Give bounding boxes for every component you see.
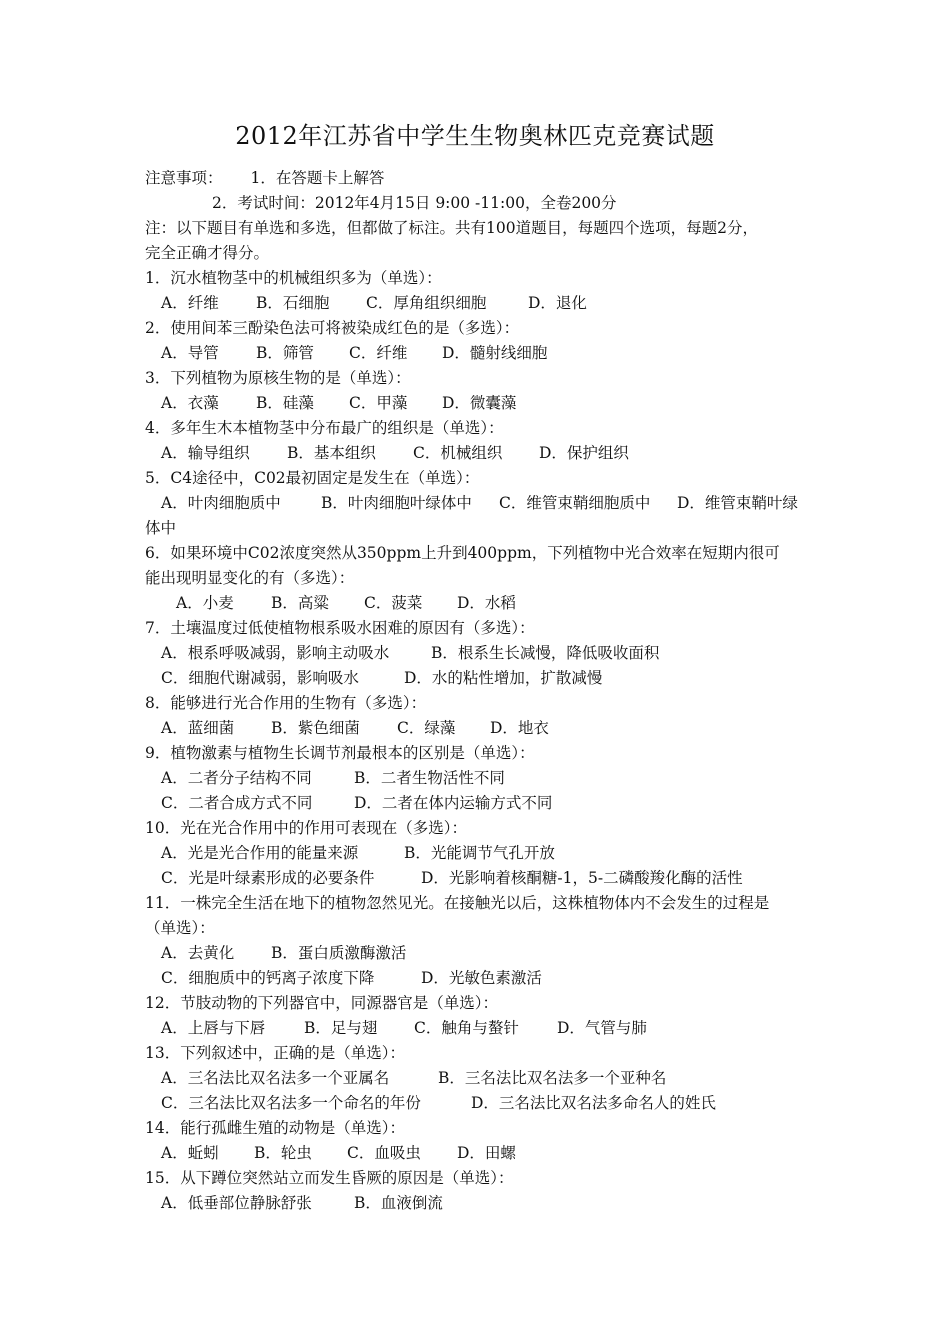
page-title: 2012年江苏省中学生生物奥林匹克竞赛试题 [235,122,715,150]
q6-option-a: A．小麦 [176,594,234,612]
q14-option-a: A．蚯蚓 [161,1144,219,1162]
q11-options-ab [161,941,831,965]
q1-option-d: D．退化 [528,294,587,312]
question-4: 4．多年生木本植物茎中分布最广的组织是（单选）： [145,419,504,437]
q15-option-b: B．血液倒流 [354,1194,443,1212]
notice-label: 注意事项： [145,169,223,187]
q8-options [161,716,831,740]
question-6-line-1: 6．如果环境中C02浓度突然从350ppm上升到400ppm，下列植物中光合效率在短期内很可 [145,544,780,562]
question-2: 2．使用间苯三酚染色法可将被染成红色的是（多选）： [145,319,520,337]
q8-option-a: A．蓝细菌 [161,719,235,737]
question-6-line-2: 能出现明显变化的有（多选）： [145,569,355,587]
q2-option-d: D．髓射线细胞 [442,344,548,362]
q14-options [161,1141,831,1165]
question-1: 1．沉水植物茎中的机械组织多为（单选）： [145,269,442,287]
q7-options-ab [161,641,831,665]
q2-option-b: B．筛管 [256,344,314,362]
q12-option-b: B．足与翅 [304,1019,378,1037]
q2-option-a: A．导管 [161,344,219,362]
q13-option-a: A．三名法比双名法多一个亚属名 [161,1069,390,1087]
q9-option-b: B．二者生物活性不同 [354,769,505,787]
q15-options [161,1191,831,1215]
question-5: 5．C4途径中，C02最初固定是发生在（单选）： [145,469,480,487]
q11-option-c: C．细胞质中的钙离子浓度下降 [161,969,375,987]
notice-item-1: 1．在答题卡上解答 [250,169,385,187]
q4-options [161,441,831,465]
q3-option-a: A．衣藻 [161,394,219,412]
q6-option-c: C．菠菜 [364,594,423,612]
q14-option-b: B．轮虫 [254,1144,312,1162]
q2-option-c: C．纤维 [349,344,408,362]
q7-options-cd [161,666,831,690]
q6-option-d: D．水稻 [457,594,516,612]
q13-options-cd [161,1091,831,1115]
q14-option-c: C．血吸虫 [347,1144,421,1162]
q2-options [161,341,831,365]
question-15: 15．从下蹲位突然站立而发生昏厥的原因是（单选）： [145,1169,514,1187]
q8-option-d: D．地衣 [490,719,549,737]
q5-option-d-cont: 体中 [145,519,177,537]
notice-line-1 [145,166,815,190]
q5-option-a: A．叶肉细胞质中 [161,494,281,512]
q3-options [161,391,831,415]
q11-option-b: B．蛋白质激酶激活 [271,944,407,962]
q6-option-b: B．高粱 [271,594,329,612]
q5-option-b: B．叶肉细胞叶绿体中 [321,494,472,512]
question-9: 9．植物激素与植物生长调节剂最根本的区别是（单选）： [145,744,535,762]
q10-options-ab [161,841,831,865]
question-11-line-2: （单选）： [145,919,215,937]
question-13: 13．下列叙述中，正确的是（单选）： [145,1044,405,1062]
notice-item-2: 2．考试时间：2012年4月15日 9:00 -11:00，全卷200分 [212,194,617,212]
q8-option-b: B．紫色细菌 [271,719,360,737]
q1-options [161,291,831,315]
q4-option-a: A．输导组织 [161,444,250,462]
question-12: 12．节肢动物的下列器官中，同源器官是（单选）： [145,994,498,1012]
q1-option-c: C．厚角组织细胞 [366,294,487,312]
q10-option-d: D．光影响着核酮糖-1，5-二磷酸羧化酶的活性 [421,869,743,887]
q5-options [161,491,831,515]
q4-option-d: D．保护组织 [539,444,629,462]
q13-option-b: B．三名法比双名法多一个亚种名 [438,1069,667,1087]
q12-options [161,1016,831,1040]
q7-option-b: B．根系生长减慢，降低吸收面积 [431,644,660,662]
notice-note-1: 注：以下题目有单选和多选，但都做了标注。共有100道题目，每题四个选项，每题2分， [145,219,758,237]
q3-option-c: C．甲藻 [349,394,408,412]
q5-option-d: D．维管束鞘叶绿 [677,494,798,512]
q1-option-a: A．纤维 [161,294,219,312]
q12-option-c: C．触角与螯针 [414,1019,519,1037]
q9-option-d: D．二者在体内运输方式不同 [354,794,553,812]
question-3: 3．下列植物为原核生物的是（单选）： [145,369,411,387]
q9-options-cd [161,791,831,815]
question-7: 7．土壤温度过低使植物根系吸水困难的原因有（多选）： [145,619,535,637]
q1-option-b: B．石细胞 [256,294,330,312]
q8-option-c: C．绿藻 [397,719,456,737]
q11-option-a: A．去黄化 [161,944,235,962]
q9-option-a: A．二者分子结构不同 [161,769,312,787]
q9-option-c: C．二者合成方式不同 [161,794,313,812]
question-14: 14．能行孤雌生殖的动物是（单选）： [145,1119,405,1137]
q3-option-d: D．微囊藻 [442,394,517,412]
q4-option-b: B．基本组织 [287,444,376,462]
q14-option-d: D．田螺 [457,1144,516,1162]
q13-options-ab [161,1066,831,1090]
q12-option-d: D．气管与肺 [557,1019,647,1037]
question-8: 8．能够进行光合作用的生物有（多选）： [145,694,427,712]
q3-option-b: B．硅藻 [256,394,314,412]
q10-option-c: C．光是叶绿素形成的必要条件 [161,869,375,887]
q15-option-a: A．低垂部位静脉舒张 [161,1194,312,1212]
q9-options-ab [161,766,831,790]
q13-option-c: C．三名法比双名法多一个命名的年份 [161,1094,421,1112]
q7-option-a: A．根系呼吸减弱，影响主动吸水 [161,644,390,662]
notice-note-2: 完全正确才得分。 [145,244,270,262]
q11-options-cd [161,966,831,990]
q7-option-c: C．细胞代谢减弱，影响吸水 [161,669,359,687]
q10-option-b: B．光能调节气孔开放 [404,844,555,862]
q10-options-cd [161,866,831,890]
question-10: 10．光在光合作用中的作用可表现在（多选）： [145,819,467,837]
q12-option-a: A．上唇与下唇 [161,1019,266,1037]
question-11-line-1: 11．一株完全生活在地下的植物忽然见光。在接触光以后，这株植物体内不会发生的过程是 [145,894,770,912]
q5-option-c: C．维管束鞘细胞质中 [499,494,651,512]
q6-options [176,591,846,615]
q11-option-d: D．光敏色素激活 [421,969,542,987]
q7-option-d: D．水的粘性增加，扩散减慢 [404,669,603,687]
q4-option-c: C．机械组织 [413,444,503,462]
q10-option-a: A．光是光合作用的能量来源 [161,844,359,862]
q13-option-d: D．三名法比双名法多命名人的姓氏 [471,1094,716,1112]
